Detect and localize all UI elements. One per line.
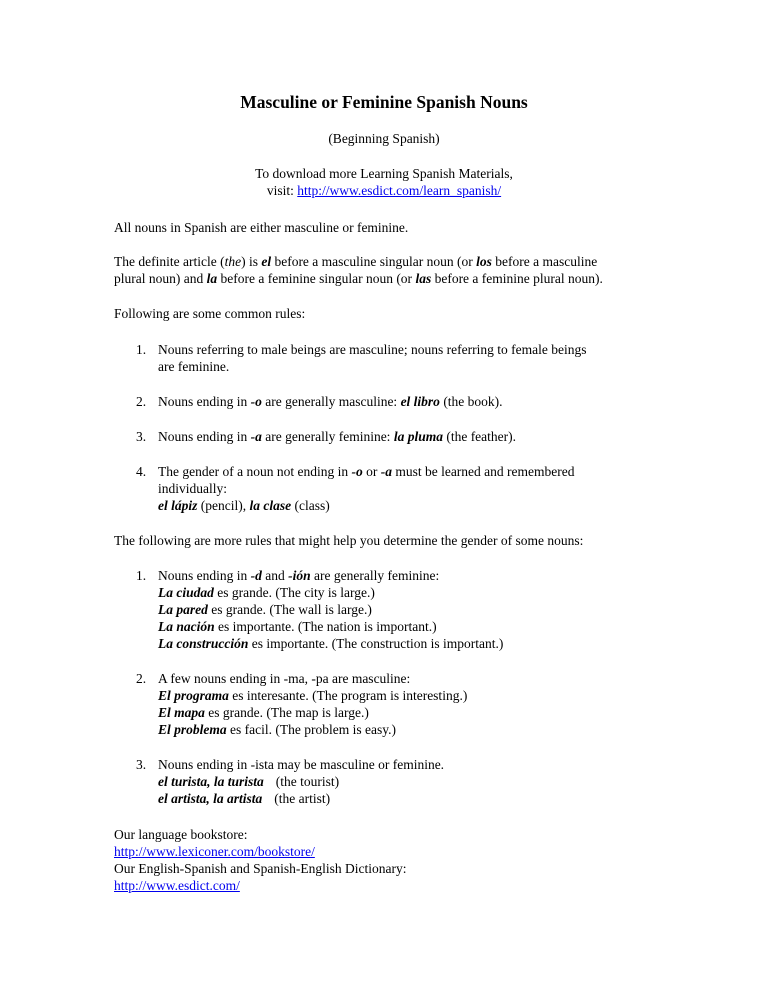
download-line: To download more Learning Spanish Materials,: [255, 166, 513, 181]
list-item-examples: el lápiz (pencil), la clase (class): [158, 498, 330, 513]
list-item: Nouns ending in -d and -ión are generally feminine:: [158, 568, 440, 583]
example-line: El mapa es grande. (The map is large.): [158, 705, 369, 720]
list-item: The gender of a noun not ending in -o or -a must be learned and remembered: [158, 464, 575, 479]
download-visit-line: [0, 182, 768, 199]
example-line: La pared es grande. (The wall is large.): [158, 602, 372, 617]
list-item: A few nouns ending in -ma, -pa are masculine:: [158, 671, 411, 686]
example-line: el artista, la artista (the artist): [158, 791, 331, 806]
example-line: El programa es interesante. (The program is interesting.): [158, 688, 468, 703]
learn-spanish-link[interactable]: http://www.esdict.com/learn_spanish/: [297, 183, 502, 198]
common-rules-heading: Following are some common rules:: [114, 306, 306, 321]
list-item: Nouns ending in -a are generally feminine: la pluma (the feather).: [158, 429, 517, 444]
list-number: 1.: [136, 342, 147, 357]
list-item: Nouns referring to male beings are masculine; nouns referring to female beings: [158, 342, 587, 357]
intro-paragraph: All nouns in Spanish are either masculine or feminine.: [114, 220, 409, 235]
dictionary-line: [114, 877, 734, 894]
list-number: 4.: [136, 464, 147, 479]
visit-label: visit:: [266, 183, 298, 198]
subtitle: (Beginning Spanish): [328, 131, 440, 146]
more-rules-heading: The following are more rules that might help you determine the gender of some nouns:: [114, 533, 584, 548]
article-paragraph-line2: plural noun) and la before a feminine singular noun (or las before a feminine plural noun).: [114, 271, 603, 286]
dictionary-label: Our English-Spanish and Spanish-English Dictionary:: [114, 861, 407, 876]
bookstore-line: [114, 843, 734, 860]
dictionary-link[interactable]: http://www.esdict.com/: [114, 878, 240, 893]
term-el: el: [261, 254, 272, 269]
list-item-cont: are feminine.: [158, 359, 230, 374]
list-number: 2.: [136, 671, 147, 686]
example-line: el turista, la turista (the tourist): [158, 774, 340, 789]
list-number: 3.: [136, 429, 147, 444]
page-title: Masculine or Feminine Spanish Nouns: [240, 92, 528, 112]
term-the: the: [224, 254, 242, 269]
article-paragraph-line1: The definite article (the) is el before a masculine singular noun (or los before a masculine: [114, 254, 598, 269]
list-number: 3.: [136, 757, 147, 772]
term-los: los: [476, 254, 492, 269]
term-las: las: [415, 271, 432, 286]
term-la: la: [206, 271, 218, 286]
list-number: 1.: [136, 568, 147, 583]
example-line: El problema es facil. (The problem is easy.): [158, 722, 396, 737]
example-line: La ciudad es grande. (The city is large.): [158, 585, 375, 600]
list-item: Nouns ending in -o are generally masculine: el libro (the book).: [158, 394, 503, 409]
example-line: La construcción es importante. (The construction is important.): [158, 636, 504, 651]
list-item-cont: individually:: [158, 481, 227, 496]
example-line: La nación es importante. (The nation is important.): [158, 619, 437, 634]
bookstore-label: Our language bookstore:: [114, 827, 248, 842]
list-number: 2.: [136, 394, 147, 409]
bookstore-link[interactable]: http://www.lexiconer.com/bookstore/: [114, 844, 315, 859]
list-item: Nouns ending in -ista may be masculine or feminine.: [158, 757, 445, 772]
